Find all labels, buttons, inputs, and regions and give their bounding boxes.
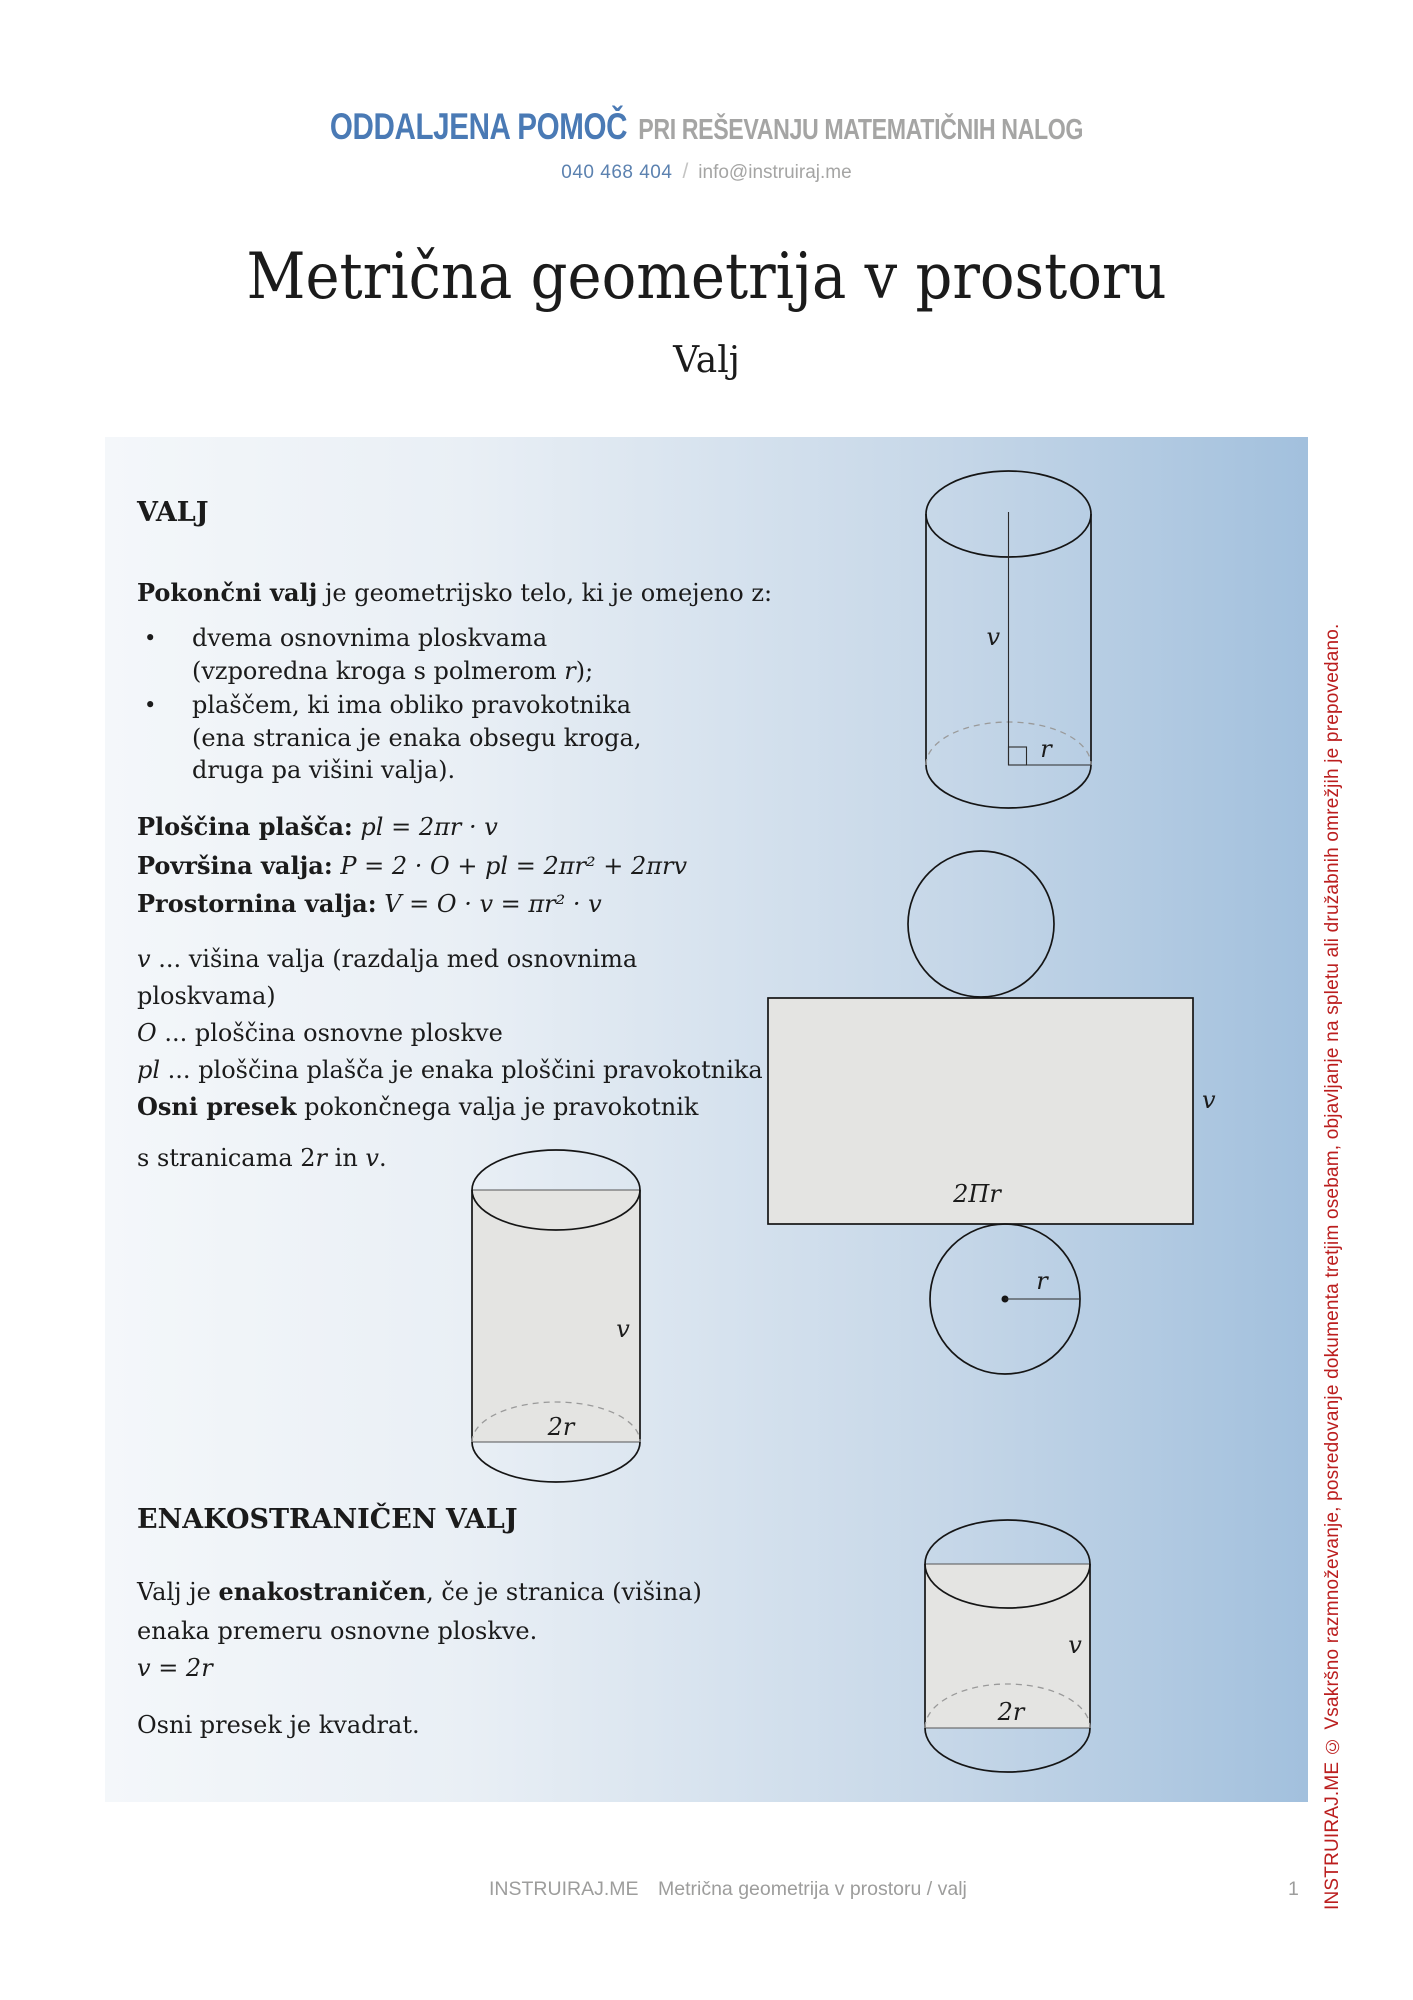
formula-list xyxy=(137,808,757,924)
bullet-text xyxy=(192,622,593,687)
formula-expression: P = 2 · O + pl = 2πr² + 2πrv xyxy=(340,851,688,880)
legend-text: ... višina valja (razdalja med osnovnima ploskvama) xyxy=(137,945,638,1010)
bullet-item-mantle xyxy=(137,689,737,787)
enak-bold-term: enakostraničen xyxy=(218,1577,427,1606)
diameter-label: 2r xyxy=(547,1413,575,1441)
right-angle-mark xyxy=(1009,747,1027,765)
bullet-dot-icon: • xyxy=(144,626,157,650)
circumference-label: 2Πr xyxy=(953,1180,1001,1208)
section-heading-enakostranicen: ENAKOSTRANIČEN VALJ xyxy=(137,1504,518,1535)
bullet-line: dvema osnovnima ploskvama xyxy=(192,624,548,652)
enak-l1-post: , če je stranica (višina) xyxy=(426,1578,702,1606)
footer-brand: INSTRUIRAJ.ME xyxy=(489,1878,639,1900)
formula-label: Prostornina valja: xyxy=(137,889,377,918)
osni-bold-term: Osni presek xyxy=(137,1092,297,1121)
page-subtitle: Valj xyxy=(673,340,740,381)
formula-expression: pl = 2πr · v xyxy=(360,813,498,841)
email-address: info@instruiraj.me xyxy=(698,162,852,183)
cylinder-bottom-front-arc xyxy=(472,1442,640,1482)
legend-row-pl xyxy=(137,1052,777,1089)
diagram-equilateral-cylinder xyxy=(920,1515,1100,1785)
legend-symbol: v xyxy=(137,945,151,973)
formula-expression: V = O · v = πr² · v xyxy=(384,890,602,918)
height-label: v xyxy=(986,623,1000,651)
height-label: v xyxy=(616,1315,630,1343)
bullet-line: (ena stranica je enaka obsegu kroga, xyxy=(192,723,642,752)
height-label: v xyxy=(1202,1086,1216,1114)
diameter-label: 2r xyxy=(997,1698,1025,1726)
header-tagline: PRI REŠEVANJU MATEMATIČNIH NALOG xyxy=(638,114,1084,146)
section-heading-valj: VALJ xyxy=(137,497,209,528)
cylinder-bottom-front-arc xyxy=(925,1728,1090,1772)
osni-l2-pre: s stranicama 2 xyxy=(137,1144,316,1172)
diagram-net xyxy=(760,840,1220,1380)
header-contact xyxy=(0,160,1413,184)
enak-note: Osni presek je kvadrat. xyxy=(137,1711,420,1739)
cylinder-bottom-front-arc xyxy=(926,765,1091,808)
intro-paragraph xyxy=(137,578,772,607)
enak-formula: v = 2r xyxy=(137,1654,213,1682)
slash-separator: / xyxy=(682,160,689,183)
enak-line2: enaka premeru osnovne ploskve. xyxy=(137,1617,538,1645)
intro-rest: je geometrijsko telo, ki je omejeno z: xyxy=(317,579,773,607)
formula-row-prostornina xyxy=(137,885,757,924)
math-symbol-v: v xyxy=(365,1144,379,1172)
osni-l2-mid: in xyxy=(327,1144,366,1172)
bullet-line-pre: (vzporedna kroga s polmerom xyxy=(192,656,565,685)
page-title: Metrična geometrija v prostoru xyxy=(246,240,1167,314)
intro-bold-term: Pokončni valj xyxy=(137,578,318,607)
enak-l1-pre: Valj je xyxy=(137,1578,219,1606)
formula-label: Ploščina plašča: xyxy=(137,812,353,841)
legend-symbol: pl xyxy=(137,1056,161,1084)
bullet-item-bases xyxy=(137,622,737,687)
osni-rest: pokončnega valja je pravokotnik xyxy=(296,1093,699,1121)
formula-row-povrsina xyxy=(137,847,757,886)
diagram-cylinder xyxy=(920,455,1105,815)
header-brand: ODDALJENA POMOČ xyxy=(329,106,628,147)
formula-row-plascina xyxy=(137,808,757,847)
diagram-axial-section xyxy=(468,1145,648,1500)
height-label: v xyxy=(1068,1631,1082,1659)
legend-list xyxy=(137,941,777,1089)
copyright-notice: INSTRUIRAJ.ME © Vsakršno razmnoževanje, posredovanje dokumenta tretjim osebam, objavljanje na spletu ali družabnih omrežjih je prepovedano. xyxy=(1322,623,1343,1910)
math-symbol-r: r xyxy=(564,656,576,685)
legend-text: ... ploščina plašča je enaka ploščini pravokotnika xyxy=(160,1056,763,1084)
osni-presek-line1 xyxy=(137,1092,698,1121)
bullet-line-post: ); xyxy=(575,656,594,685)
net-top-circle xyxy=(908,851,1054,997)
math-symbol-r: r xyxy=(315,1144,328,1172)
bullet-line: plaščem, ki ima obliko pravokotnika xyxy=(192,691,632,719)
enak-line1 xyxy=(137,1577,702,1606)
bullet-line xyxy=(192,655,593,688)
legend-symbol: O xyxy=(137,1019,157,1047)
bullet-list xyxy=(137,622,737,787)
bullet-dot-icon: • xyxy=(144,693,157,717)
osni-l2-end: . xyxy=(378,1144,387,1172)
bullet-line: druga pa višini valja). xyxy=(192,756,456,784)
axial-section-rectangle xyxy=(472,1190,640,1442)
legend-row-o xyxy=(137,1015,777,1052)
bullet-text xyxy=(192,689,641,787)
legend-text: ... ploščina osnovne ploskve xyxy=(156,1019,503,1047)
header xyxy=(141,106,1271,148)
osni-presek-line2 xyxy=(137,1144,387,1172)
phone-number: 040 468 404 xyxy=(561,162,673,183)
formula-label: Površina valja: xyxy=(137,850,333,880)
footer-page-number: 1 xyxy=(1288,1878,1299,1900)
legend-row-v xyxy=(137,941,777,1015)
footer-doc-title: Metrična geometrija v prostoru / valj xyxy=(658,1878,967,1900)
radius-label: r xyxy=(1040,735,1052,763)
radius-label: r xyxy=(1036,1267,1048,1295)
